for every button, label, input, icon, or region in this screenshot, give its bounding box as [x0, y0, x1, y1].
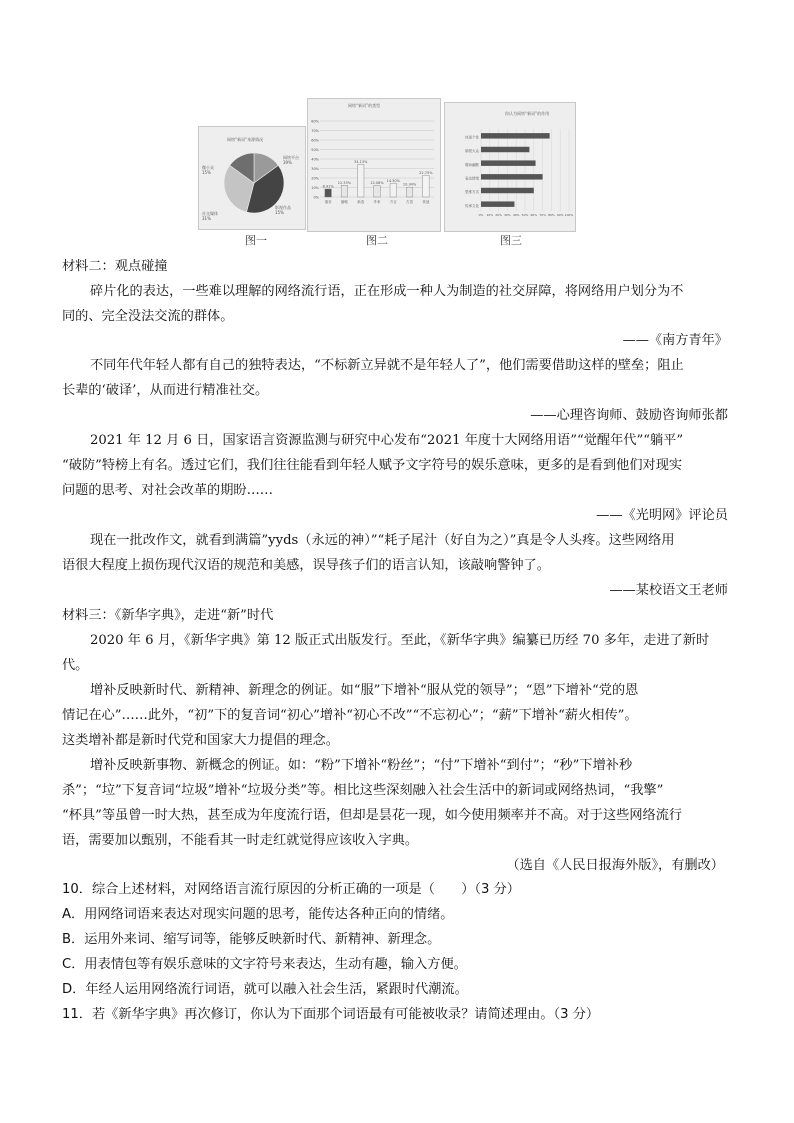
- figure-pie-chart: [198, 126, 306, 230]
- x-tick-label: 40%: [512, 213, 520, 217]
- y-tick-label: 50%: [311, 148, 319, 152]
- figure-3-caption: 图三: [500, 234, 522, 247]
- x-tick-label: 50%: [521, 213, 529, 217]
- paragraph-1-line-1: 碎片化的表达，一些难以理解的网络流行语，正在形成一种人为制造的社交屏障，将网络用户划分为不: [90, 284, 684, 299]
- paragraph-1-source: ——《南方青年》: [622, 333, 728, 348]
- bar-value-label: 10.34%: [402, 182, 417, 187]
- paragraph-3-source: ——《光明网》评论员: [596, 508, 728, 523]
- paragraph-4-source: ——某校语文王老师: [609, 583, 728, 598]
- y-tick-label: 10%: [311, 186, 319, 190]
- pie-slice-label: 微小众: [202, 165, 214, 170]
- bar-value-label: 12.08%: [370, 181, 384, 186]
- paragraph-5-line-2: 代。: [62, 658, 89, 673]
- material-3-heading: 材料三：《新华字典》，走进“新”时代: [62, 608, 274, 623]
- pie-slice-label: 影视作品: [275, 205, 291, 210]
- question-11: 11．若《新华字典》再次修订，你认为下面那个词语最有可能被收录？请简述理由。（3 分）: [62, 1007, 600, 1022]
- paragraph-4-line-2: 语很大程度上损伤现代汉语的规范和美感，误导孩子们的语言认知，该敲响警钟了。: [62, 558, 550, 573]
- bar: [325, 189, 332, 197]
- bar: [423, 175, 430, 197]
- row-label: 传承文化: [465, 203, 479, 208]
- x-category-label: 谐音: [324, 200, 332, 204]
- question-10: 10．综合上述材料，对网络语言流行原因的分析正确的一项是（ ）（3 分）: [62, 882, 520, 897]
- x-tick-label: 20%: [495, 213, 502, 217]
- hbar-chart-title: 你认为网络“新词”的作用: [505, 111, 550, 116]
- option-d: D．年经人运用网络流行词语，就可以融入社会生活，紧跟时代潮流。: [62, 982, 468, 997]
- x-category-label: 新造: [357, 200, 365, 204]
- paragraph-7-line-1: 增补反映新事物、新概念的例证。如：“粉”下增补“粉丝”；“付”下增补“到付”；“秒”下增补秒: [90, 758, 633, 773]
- bar-value-label: 22.75%: [419, 170, 433, 175]
- paragraph-1-line-2: 同的、完全没法交流的群体。: [62, 309, 234, 324]
- row-label: 愉悦大众: [465, 149, 479, 154]
- bar: [341, 185, 348, 197]
- bar-value-label: 14.30%: [386, 178, 400, 183]
- option-a: A．用网络词语来表达对现实问题的思考，能传达各种正向的情绪。: [62, 907, 454, 922]
- hbar: [481, 201, 514, 206]
- pie-chart-svg: [199, 127, 305, 229]
- x-tick-label: 30%: [504, 213, 511, 217]
- y-tick-label: 30%: [311, 167, 319, 171]
- hbar: [481, 174, 543, 179]
- paragraph-2-line-2: 长辈的‘破译’，从而进行精准社交。: [62, 383, 269, 398]
- bar-value-label: 8.41%: [322, 184, 334, 189]
- material-2-heading: 材料二：观点碰撞: [62, 259, 168, 274]
- bar-value-label: 34.13%: [354, 160, 368, 165]
- y-tick-label: 60%: [311, 138, 319, 143]
- bar-value-label: 12.33%: [337, 180, 352, 185]
- pie-percent-label: 39%: [283, 160, 292, 165]
- hbar: [481, 147, 529, 152]
- row-label: 增添幽默: [465, 162, 479, 167]
- pie-percent-label: 15%: [275, 210, 284, 215]
- x-tick-label: 80%: [548, 213, 555, 217]
- x-tick-label: 10%: [486, 213, 494, 217]
- bar-chart-title: 网络“新词”的类型: [348, 103, 381, 108]
- paragraph-3-line-3: 问题的思考、对社会改革的期盼……: [62, 483, 273, 498]
- bar: [374, 186, 381, 197]
- paragraph-4-line-1: 现在一批改作文，就看到满篇”yyds（永远的神）”“耗子尾汁（好自为之）”真是令人头疼。这些网络用: [90, 533, 675, 548]
- paragraph-3-line-2: “破防”特榜上有名。透过它们，我们往往能看到年轻人赋予文字符号的娱乐意味，更多的是看到他们对现实: [62, 458, 683, 473]
- row-label: 表达情绪: [465, 176, 479, 181]
- bar-chart-svg: [308, 99, 440, 231]
- paragraph-6-line-2: 情记在心”……此外，“初”下的复音词“初心”增补“初心不改”“不忘初心”；“薪”下增补“薪火相传”。: [62, 708, 638, 723]
- x-category-label: 其他: [422, 200, 430, 204]
- y-tick-label: 0%: [313, 195, 319, 200]
- x-tick-label: 100%: [564, 213, 574, 217]
- figure-1-caption: 图一: [245, 234, 267, 247]
- figure-bar-chart: [307, 98, 441, 232]
- y-tick-label: 20%: [311, 176, 319, 181]
- paragraph-7-line-2: 杀”；“垃”下复音词“垃圾”增补“垃圾分类”等。相比这些深刻融入社会生活中的新词或网络热词，“我擎”: [62, 783, 664, 798]
- paragraph-5-line-1: 2020 年 6 月，《新华字典》第 12 版正式出版发行。至此，《新华字典》编纂已历经 70 多年，走进了新时: [90, 633, 710, 648]
- y-tick-label: 70%: [311, 129, 319, 133]
- figure-2-caption: 图二: [366, 234, 388, 247]
- pie-percent-label: 31%: [202, 216, 211, 221]
- y-tick-label: 80%: [311, 119, 319, 124]
- bar: [390, 183, 397, 197]
- option-c: C．用表情包等有娱乐意味的文字符号来表达，生动有趣，输入方便。: [62, 957, 467, 972]
- x-category-label: 外来: [373, 200, 381, 204]
- x-category-label: 古语: [406, 200, 414, 204]
- option-b: B．运用外来词、缩写词等，能够反映新时代、新精神、新理念。: [62, 932, 441, 947]
- figure-hbar-chart: [444, 102, 576, 232]
- pie-slice-label: 网络平台: [283, 155, 299, 160]
- x-tick-label: 60%: [530, 213, 538, 217]
- x-category-label: 缩略: [340, 200, 348, 204]
- row-label: 思维方式: [465, 190, 479, 195]
- hbar: [481, 160, 536, 165]
- final-source: （选自《人民日报海外版》，有删改）: [506, 858, 724, 873]
- bar: [357, 165, 364, 197]
- hbar: [481, 188, 534, 193]
- x-tick-label: 90%: [556, 213, 564, 217]
- paragraph-3-line-1: 2021 年 12 月 6 日，国家语言资源监测与研究中心发布“2021 年度十大网络用语”“觉醒年代”“躺平”: [90, 433, 684, 448]
- pie-title: 网络“新词”来源情况: [227, 137, 264, 142]
- row-label: 体现个性: [465, 135, 479, 140]
- paragraph-7-line-4: 语，需要加以甄别，不能看其一时走红就觉得应该收入字典。: [62, 833, 419, 848]
- pie-percent-label: 15%: [202, 170, 211, 175]
- x-tick-label: 70%: [539, 213, 546, 217]
- x-category-label: 方言: [389, 200, 397, 204]
- paragraph-2-source: ——心理咨询师、鼓励咨询师张都: [530, 408, 728, 423]
- paragraph-6-line-3: 这类增补都是新时代党和国家大力提倡的理念。: [62, 733, 339, 748]
- pie-slice-label: 社交媒体: [202, 211, 218, 216]
- x-tick-label: 0%: [478, 213, 484, 217]
- bar: [406, 187, 413, 197]
- hbar-chart-svg: [445, 103, 575, 231]
- paragraph-6-line-1: 增补反映新时代、新精神、新理念的例证。如“服”下增补“服从党的领导”；“恩”下增补“党的恩: [90, 683, 639, 698]
- paragraph-2-line-1: 不同年代年轻人都有自己的独特表达，“不标新立异就不是年轻人了”，他们需要借助这样的壁垒；阻止: [90, 358, 684, 373]
- paragraph-7-line-3: “杯具”等虽曾一时大热，甚至成为年度流行语，但却是昙花一现，如今使用频率并不高。对于这些网络流行: [62, 808, 683, 823]
- hbar: [481, 133, 550, 138]
- y-tick-label: 40%: [311, 157, 319, 162]
